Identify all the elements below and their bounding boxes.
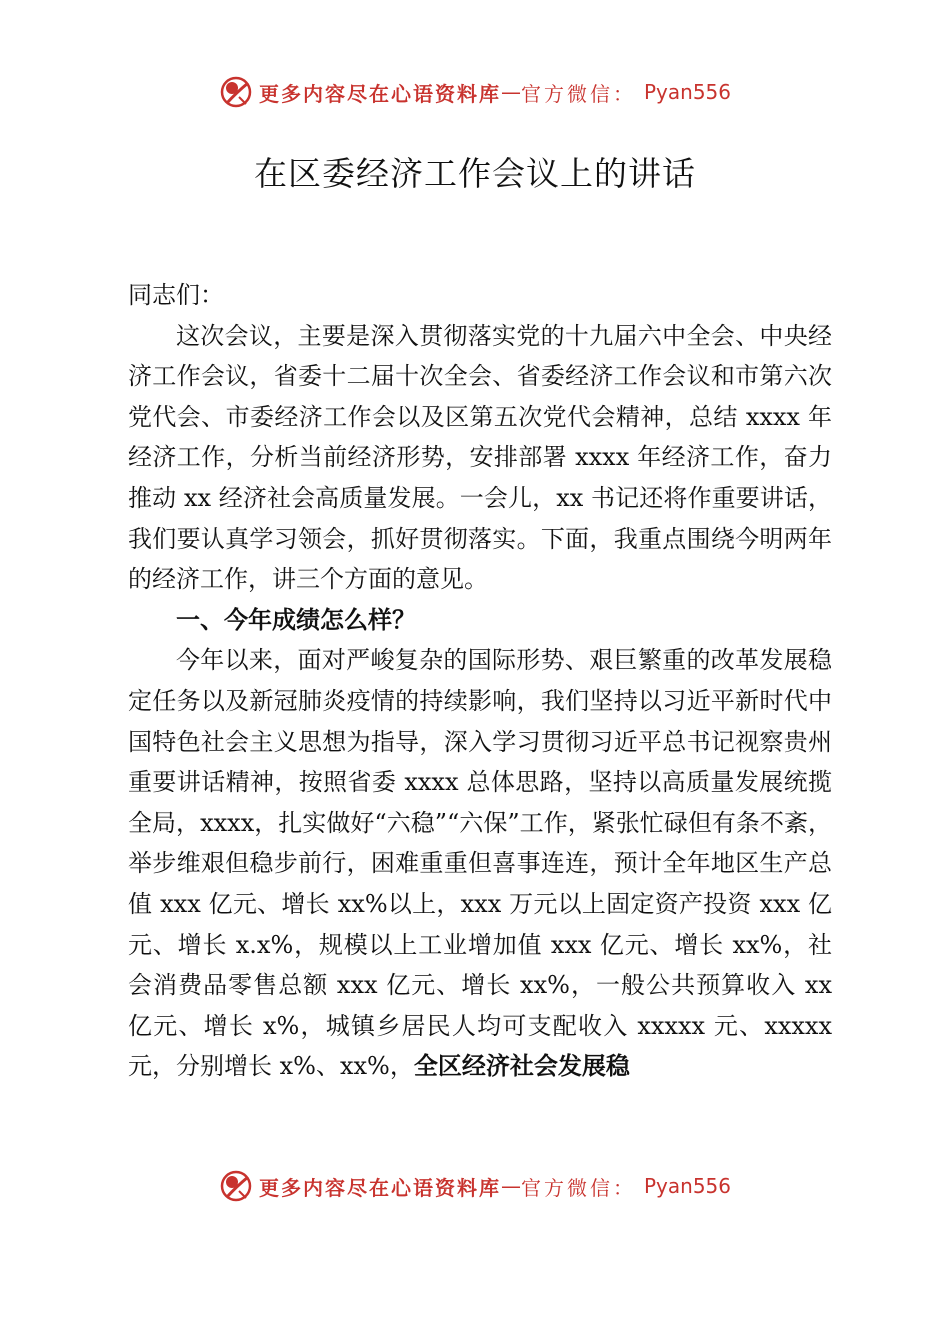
banner-separator: — xyxy=(500,1174,521,1198)
banner-wechat-label: 官方微信： xyxy=(520,81,636,106)
page-title: 在区委经济工作会议上的讲话 xyxy=(254,154,696,193)
footer-banner xyxy=(0,1166,950,1206)
banner-wechat-label: 官方微信： xyxy=(520,1175,636,1200)
header-banner xyxy=(0,72,950,112)
document-body xyxy=(128,275,832,1087)
banner-wechat-id: Pyan556 xyxy=(643,80,731,104)
paragraph-achievements xyxy=(128,640,832,1087)
banner-text: 更多内容尽在心语资料库 xyxy=(258,1175,501,1200)
salutation: 同志们： xyxy=(128,281,224,309)
banner-wechat-id: Pyan556 xyxy=(643,1174,731,1198)
paragraph-intro: 这次会议，主要是深入贯彻落实党的十九届六中全会、中央经济工作会议，省委十二届十次全会、省委经济工作会议和市第六次党代会、市委经济工作会以及区第五次党代会精神，总结 xxxx 年经济工作，分析当前经济形势，安排部署 xxxx 年经济工作，奋力推动 xx 经济社会高质量发展。一会儿，xx 书记还将作重要讲话，我们要认真学习领会，抓好贯彻落实。下面，我重点围绕今明两年的经济工作，讲三个方面的意见。 xyxy=(128,321,832,594)
banner-text: 更多内容尽在心语资料库 xyxy=(258,81,501,106)
banner-separator: — xyxy=(500,80,521,104)
section-heading: 一、今年成绩怎么样？ xyxy=(176,605,416,634)
logo-icon xyxy=(219,75,253,109)
paragraph-achievements-bold: 全区经济社会发展稳 xyxy=(413,1052,630,1081)
paragraph-achievements-text: 今年以来，面对严峻复杂的国际形势、艰巨繁重的改革发展稳定任务以及新冠肺炎疫情的持续影响，我们坚持以习近平新时代中国特色社会主义思想为指导，深入学习贯彻习近平总书记视察贵州重要讲话精神，按照省委 xxxx 总体思路，坚持以高质量发展统揽全局，xxxx，扎实做好“六稳”“六保”工作，紧张忙碌但有条不紊，举步维艰但稳步前行，困难重重但喜事连连，预计全年地区生产总值 xxx 亿元、增长 xx%以上，xxx 万元以上固定资产投资 xxx 亿元、增长 x.x%，规模以上工业增加值 xxx 亿元、增长 xx%，社会消费品零售总额 xxx 亿元、增长 xx%，一般公共预算收入 xx 亿元、增长 x%，城镇乡居民人均可支配收入 xxxxx 元、xxxxx 元，分别增长 x%、xx%， xyxy=(128,646,832,1081)
logo-icon xyxy=(219,1169,253,1203)
